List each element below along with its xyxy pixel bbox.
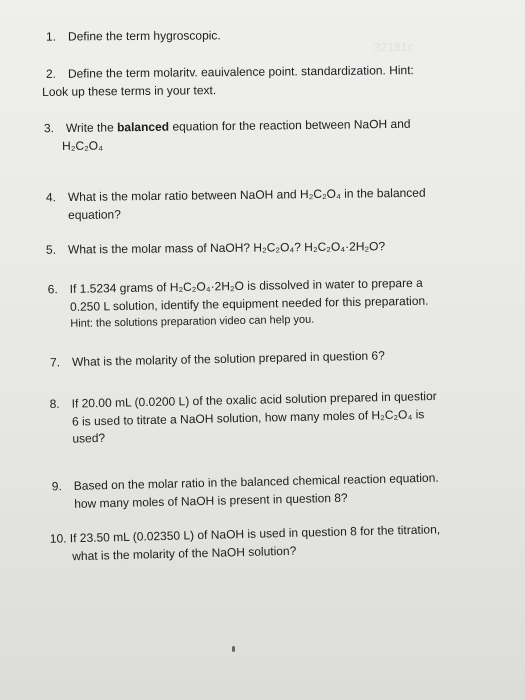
question-5 (46, 238, 385, 259)
question-2 (42, 62, 414, 101)
question-number: 10. (49, 531, 67, 546)
question-text: Define the term molaritv. eauivalence point. standardization. Hint: (67, 63, 414, 81)
question-number: 3. (43, 121, 54, 136)
question-text: What is the molar mass of NaOH? H₂C₂O₄? H₂C₂O₄·2H₂O? (67, 239, 386, 257)
question-text: Based on the molar ratio in the balanced chemical reaction equation. (73, 470, 439, 493)
question-9 (52, 470, 440, 514)
question-text-line2: 6 is used to titrate a NaOH solution, how many moles of H₂C₂O₄ is (71, 406, 425, 429)
question-hint: Hint: the solutions preparation video can help you. (70, 313, 315, 330)
pen-mark (232, 646, 235, 652)
question-6 (48, 275, 429, 334)
question-4 (46, 185, 426, 225)
question-text: What is the molarity of the solution prepared in question 6? (71, 348, 385, 370)
question-text: What is the molar ratio between NaOH and H₂C₂O₄ in the balanced (67, 185, 426, 205)
question-text-line2: how many moles of NaOH is present in question 8? (74, 490, 348, 511)
question-text: Define the term hygroscopic. (67, 28, 221, 44)
question-text-post: equation for the reaction between NaOH and (168, 116, 411, 134)
question-text-line2: 0.250 L solution, identify the equipment needed for this preparation. (69, 293, 429, 314)
bleed-through-text: 32181c (373, 39, 414, 55)
question-number: 7. (49, 355, 61, 370)
question-text-line2: Look up these terms in your text. (42, 82, 217, 99)
question-text: If 1.5234 grams of H₂C₂O₄·2H₂O is dissolved in water to prepare a (69, 275, 423, 296)
question-formula: H₂C₂O₄ (62, 138, 104, 153)
question-text-bold: balanced (116, 119, 170, 135)
question-1 (46, 27, 221, 46)
question-3 (44, 116, 411, 155)
question-text-line3: used? (72, 430, 106, 446)
question-number: 8. (49, 396, 60, 412)
question-number: 4. (45, 190, 56, 205)
question-text: If 23.50 mL (0.02350 L) of NaOH is used in question 8 for the titration, (69, 522, 441, 546)
question-text-line2: equation? (68, 206, 121, 222)
question-7 (50, 347, 385, 372)
question-number: 2. (45, 66, 56, 81)
question-number: 9. (51, 479, 63, 494)
question-text-pre: Write the (65, 120, 118, 135)
question-10 (50, 521, 441, 566)
question-number: 6. (47, 282, 58, 297)
question-text: If 20.00 mL (0.0200 L) of the oxalic acid solution prepared in questior (71, 388, 437, 411)
question-number: 5. (45, 242, 57, 257)
question-8 (49, 388, 437, 449)
question-number: 1. (45, 29, 57, 44)
question-text-line2: what is the molarity of the NaOH solution? (72, 543, 297, 563)
